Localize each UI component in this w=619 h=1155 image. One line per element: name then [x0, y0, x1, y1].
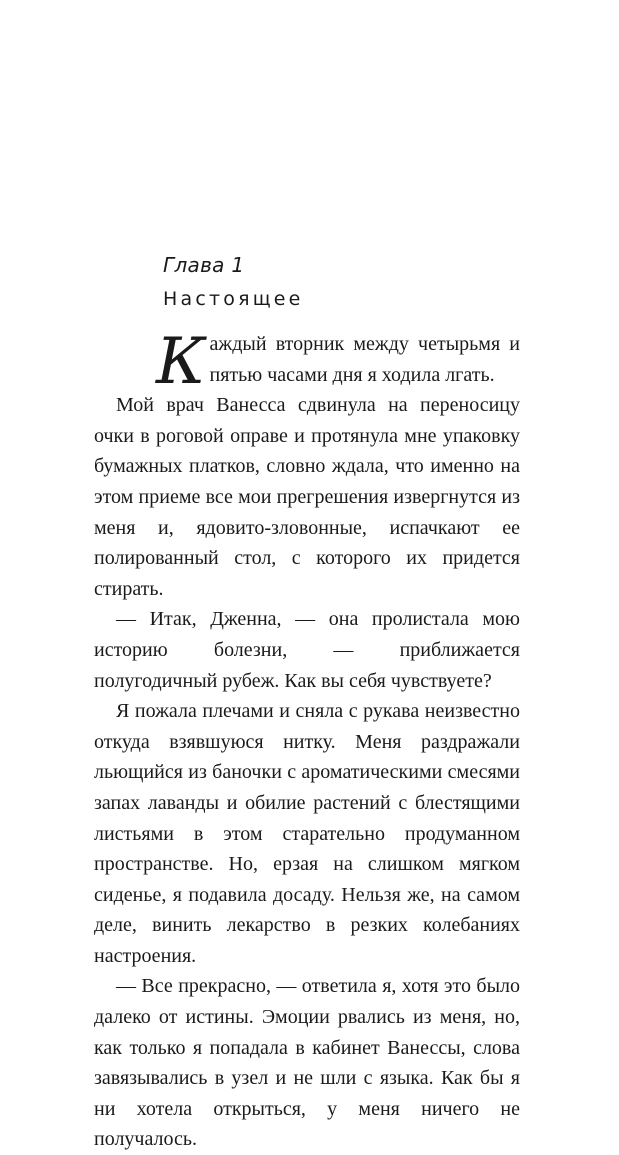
- paragraph-3: — Итак, Дженна, — она пролистала мою историю болезни, — приближается полугодичный рубеж. Как вы себя чувствуете?: [94, 608, 520, 692]
- drop-cap: К: [156, 325, 206, 399]
- paragraph-4: Я пожала плечами и сняла с рукава неизвестно откуда взявшуюся нитку. Меня раздражали льющийся из баночки с ароматическими смесями запах лаванды и обилие растений с блестящими листьями в этом старательно продуманном пространстве. Но, ерзая на слишком мягком сиденье, я подавила досаду. Нельзя же, на самом деле, винить лекарство в резких колебаниях настроения.: [94, 700, 520, 967]
- paragraph-2: Мой врач Ванесса сдвинула на переносицу очки в роговой оправе и протянула мне упаковку бумажных платков, словно ждала, что именно на этом приеме все мои прегрешения извергнутся из меня и, ядовито-зловонные, испачкают ее полированный стол, с которого их придется стирать.: [94, 394, 520, 600]
- section-subheading: Настоящее: [163, 288, 304, 310]
- paragraph-5: — Все прекрасно, — ответила я, хотя это было далеко от истины. Эмоции рвались из меня, но, как только я попадала в кабинет Ванессы, слова завязывались в узел и не шли с языка. Как бы я ни хотела открыться, у меня ничего не получалось.: [94, 975, 520, 1151]
- paragraph-1: [94, 325, 520, 399]
- paragraph-1-text: аждый вторник между четырьмя и пятью часами дня я ходила лгать.: [209, 333, 520, 386]
- chapter-text: [94, 325, 520, 1155]
- chapter-heading: Глава 1: [163, 253, 245, 277]
